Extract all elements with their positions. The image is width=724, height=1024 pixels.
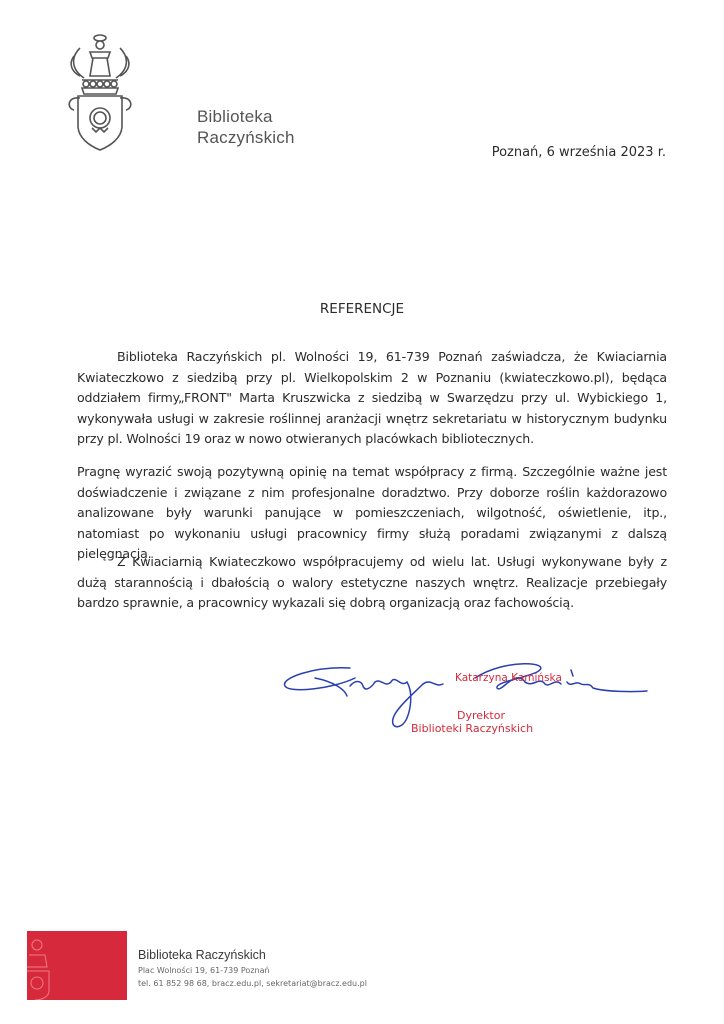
paragraph-1: Biblioteka Raczyńskich pl. Wolności 19, 61-739 Poznań zaświadcza, że Kwiaciarnia Kwiateczkowo z siedzibą przy pl. Wielkopolskim 2 w Poznaniu (kwiateczkowo.pl), będąca oddziałem firmy„FRONT" Marta Kruszwicka z siedzibą w Swarzędzu przy ul. Wybickiego 1, wykonywała usługi w zakresie roślinnej aranżacji wnętrz sekretariatu w historycznym budynku przy pl. Wolności 19 oraz w nowo otwieranych placówkach bibliotecznych. <box>77 349 667 447</box>
document-title: REFERENCJE <box>319 301 405 317</box>
coat-of-arms-icon <box>60 28 190 153</box>
stamp-organization: Biblioteki Raczyńskich <box>411 722 534 735</box>
library-logo <box>60 28 295 153</box>
logo-text <box>197 106 295 148</box>
footer-address: Plac Wolności 19, 61-739 Poznań <box>138 966 270 975</box>
stamp-name: Katarzyna Kamińska <box>455 672 562 684</box>
paragraph-2: Pragnę wyrazić swoją pozytywną opinię na temat współpracy z firmą. Szczególnie ważne jest doświadczenie i związane z nim profesjonalne doradztwo. Przy doborze roślin każdorazowo analizowane były warunki panujące w pomieszczeniach, wilgotność, oświetlenie, itp., natomiast po wykonaniu usługi pracownicy firmy służą poradami związanymi z dalszą pielęgnacją. <box>77 464 667 562</box>
footer-contact: tel. 61 852 98 68, bracz.edu.pl, sekretariat@bracz.edu.pl <box>138 979 367 988</box>
footer-coat-of-arms-icon <box>27 931 127 1000</box>
logo-text-line1: Biblioteka <box>197 107 273 126</box>
logo-text-line2: Raczyńskich <box>197 128 295 147</box>
footer-library-name: Biblioteka Raczyńskich <box>138 948 266 962</box>
letter-date: Poznań, 6 września 2023 r. <box>491 145 666 160</box>
stamp-role: Dyrektor <box>457 709 505 722</box>
footer-logo-block <box>27 931 127 1000</box>
paragraph-3: Z Kwiaciarnią Kwiateczkowo współpracujemy od wielu lat. Usługi wykonywane były z dużą starannością i dbałością o walory estetyczne naszych wnętrz. Realizacje przebiegały bardzo sprawnie, a pracownicy wykazali się dobrą organizacją oraz fachowością. <box>77 554 667 611</box>
